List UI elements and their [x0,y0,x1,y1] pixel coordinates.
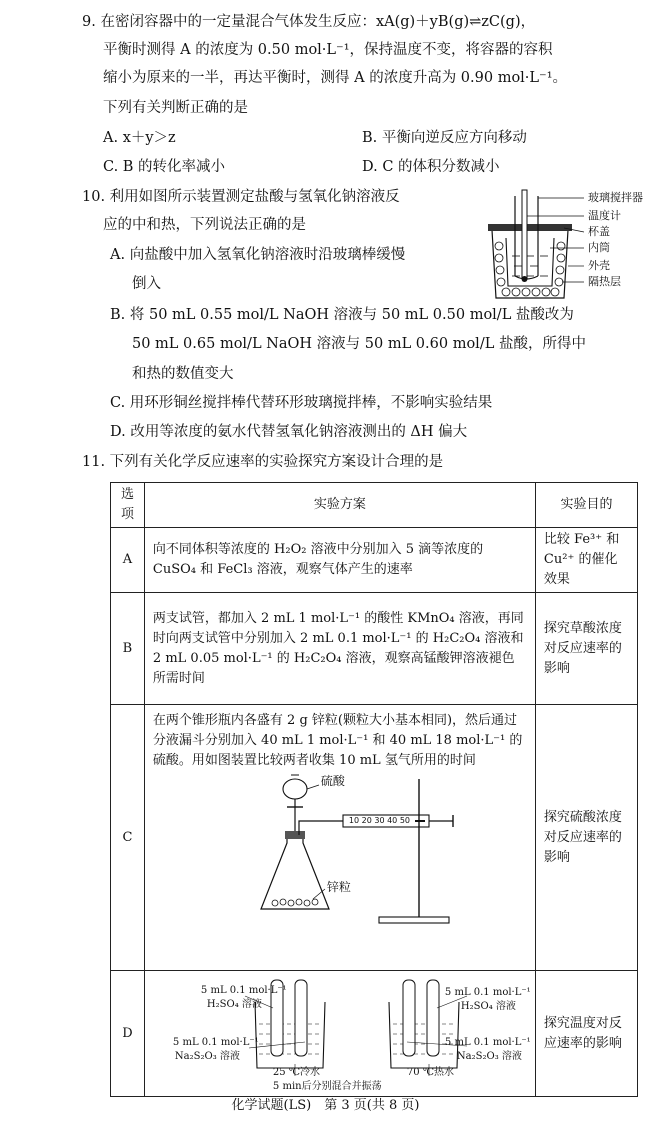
row-option: B [111,593,145,705]
calorimeter-label-thermometer: 温度计 [588,209,621,222]
q9-option-d: D. C 的体积分数减小 [362,159,500,175]
row-goal: 比较 Fe³⁺ 和 Cu²⁺ 的催化效果 [535,528,637,593]
q10-option-c: C. 用环形铜丝搅拌棒代替环形玻璃搅拌棒，不影响实验结果 [110,395,493,411]
label-left-thio: Na₂S₂O₃ 溶液 [174,1050,240,1062]
row-plan-cell [144,971,535,1097]
zinc-acid-apparatus [153,771,527,931]
label-left-thio-amount: 5 mL 0.1 mol·L⁻¹ [172,1036,259,1048]
table-header-row [111,483,638,528]
q9-stem-line2: 平衡时测得 A 的浓度为 0.50 mol·L⁻¹，保持温度不变，将容器的容积 [103,42,553,58]
row-plan-cell [144,705,535,971]
row-option: A [111,528,145,593]
row-plan: 在两个锥形瓶内各盛有 2 g 锌粒(颗粒大小基本相同)，然后通过分液漏斗分别加入 40 mL 1 mol·L⁻¹ 和 40 mL 18 mol·L⁻¹ 的硫酸。用如图装置比较两者收集 10 mL 氢气所用的时间 [152,713,523,768]
row-plan: 两支试管，都加入 2 mL 1 mol·L⁻¹ 的酸性 KMnO₄ 溶液，再同时向两支试管中分别加入 2 mL 0.1 mol·L⁻¹ 的 H₂C₂O₄ 溶液和 2 mL 0.05 mol·L⁻¹ 的 H₂C₂O₄ 溶液，观察高锰酸钾溶液褪色所需时间 [144,593,535,705]
row-option: C [111,705,145,971]
table-row [111,593,638,705]
row-goal: 探究温度对反应速率的影响 [535,971,637,1097]
label-zinc-granules: 锌粒 [326,880,351,894]
q10-stem-line2: 应的中和热，下列说法正确的是 [103,217,306,233]
q10-option-a-line1: A. 向盐酸中加入氢氧化钠溶液时沿玻璃棒缓慢 [110,247,406,263]
page-footer: 化学试题(LS) 第 3 页(共 8 页) [231,1098,420,1113]
q9-stem-line1: 9. 在密闭容器中的一定量混合气体发生反应：xA(g)＋yB(g)⇌zC(g)， [82,14,536,30]
gas-syringe-diagram [153,771,533,931]
row-option: D [111,971,145,1097]
table-row [111,971,638,1097]
diagram-caption: 5 min后分别混合并振荡 [272,1080,382,1092]
row-goal: 探究草酸浓度对反应速率的影响 [535,593,637,705]
label-right-acid: H₂SO₄ 溶液 [460,1000,516,1012]
calorimeter-label-inner-cup: 内筒 [588,241,610,254]
label-left-acid-amount: 5 mL 0.1 mol·L⁻¹ [200,984,287,996]
q10-option-b-line2: 50 mL 0.65 mol/L NaOH 溶液与 50 mL 0.60 mol/L 盐酸，所得中 [132,336,586,352]
label-cold-water: 25 ℃冷水 [272,1066,321,1078]
label-right-thio: Na₂S₂O₃ 溶液 [456,1050,522,1062]
label-right-thio-amount: 5 mL 0.1 mol·L⁻¹ [444,1036,531,1048]
q10-stem-line1: 10. 利用如图所示装置测定盐酸与氢氧化钠溶液反 [82,189,400,205]
syringe-scale: 10 20 30 40 50 [348,816,410,825]
q9-stem-line4: 下列有关判断正确的是 [103,100,248,116]
calorimeter-label-insulation: 隔热层 [588,275,621,288]
q9-option-c: C. B 的转化率减小 [103,159,226,175]
label-left-acid: H₂SO₄ 溶液 [206,998,262,1010]
header-goal: 实验目的 [535,483,637,528]
q9-stem-line3: 缩小为原来的一半，再达平衡时，测得 A 的浓度升高为 0.90 mol·L⁻¹。 [103,70,568,86]
table-row [111,705,638,971]
label-right-acid-amount: 5 mL 0.1 mol·L⁻¹ [444,986,531,998]
calorimeter-label-stirrer: 玻璃搅拌器 [588,191,643,204]
calorimeter-label-lid: 杯盖 [588,225,610,238]
label-hot-water: 70 ℃热水 [406,1066,455,1078]
q10-option-d: D. 改用等浓度的氨水代替氢氧化钠溶液测出的 ΔH 偏大 [110,424,468,440]
label-sulfuric-acid: 硫酸 [320,774,345,788]
row-plan: 向不同体积等浓度的 H₂O₂ 溶液中分别加入 5 滴等浓度的 CuSO₄ 和 FeCl₃ 溶液，观察气体产生的速率 [144,528,535,593]
q11-stem: 11. 下列有关化学反应速率的实验探究方案设计合理的是 [82,454,444,470]
q10-option-b-line1: B. 将 50 mL 0.55 mol/L NaOH 溶液与 50 mL 0.50 mol/L 盐酸改为 [110,307,574,323]
q9-option-a: A. x＋y＞z [103,130,176,146]
q9-option-b: B. 平衡向逆反应方向移动 [362,130,527,146]
row-goal: 探究硫酸浓度对反应速率的影响 [535,705,637,971]
calorimeter-label-shell: 外壳 [588,259,610,272]
q10-option-a-line2: 倒入 [132,276,161,292]
header-plan: 实验方案 [144,483,535,528]
temperature-experiment-diagram [145,972,535,1096]
header-option: 选项 [111,483,145,528]
q11-table [110,482,638,1097]
table-row [111,528,638,593]
q10-option-b-line3: 和热的数值变大 [132,366,234,382]
